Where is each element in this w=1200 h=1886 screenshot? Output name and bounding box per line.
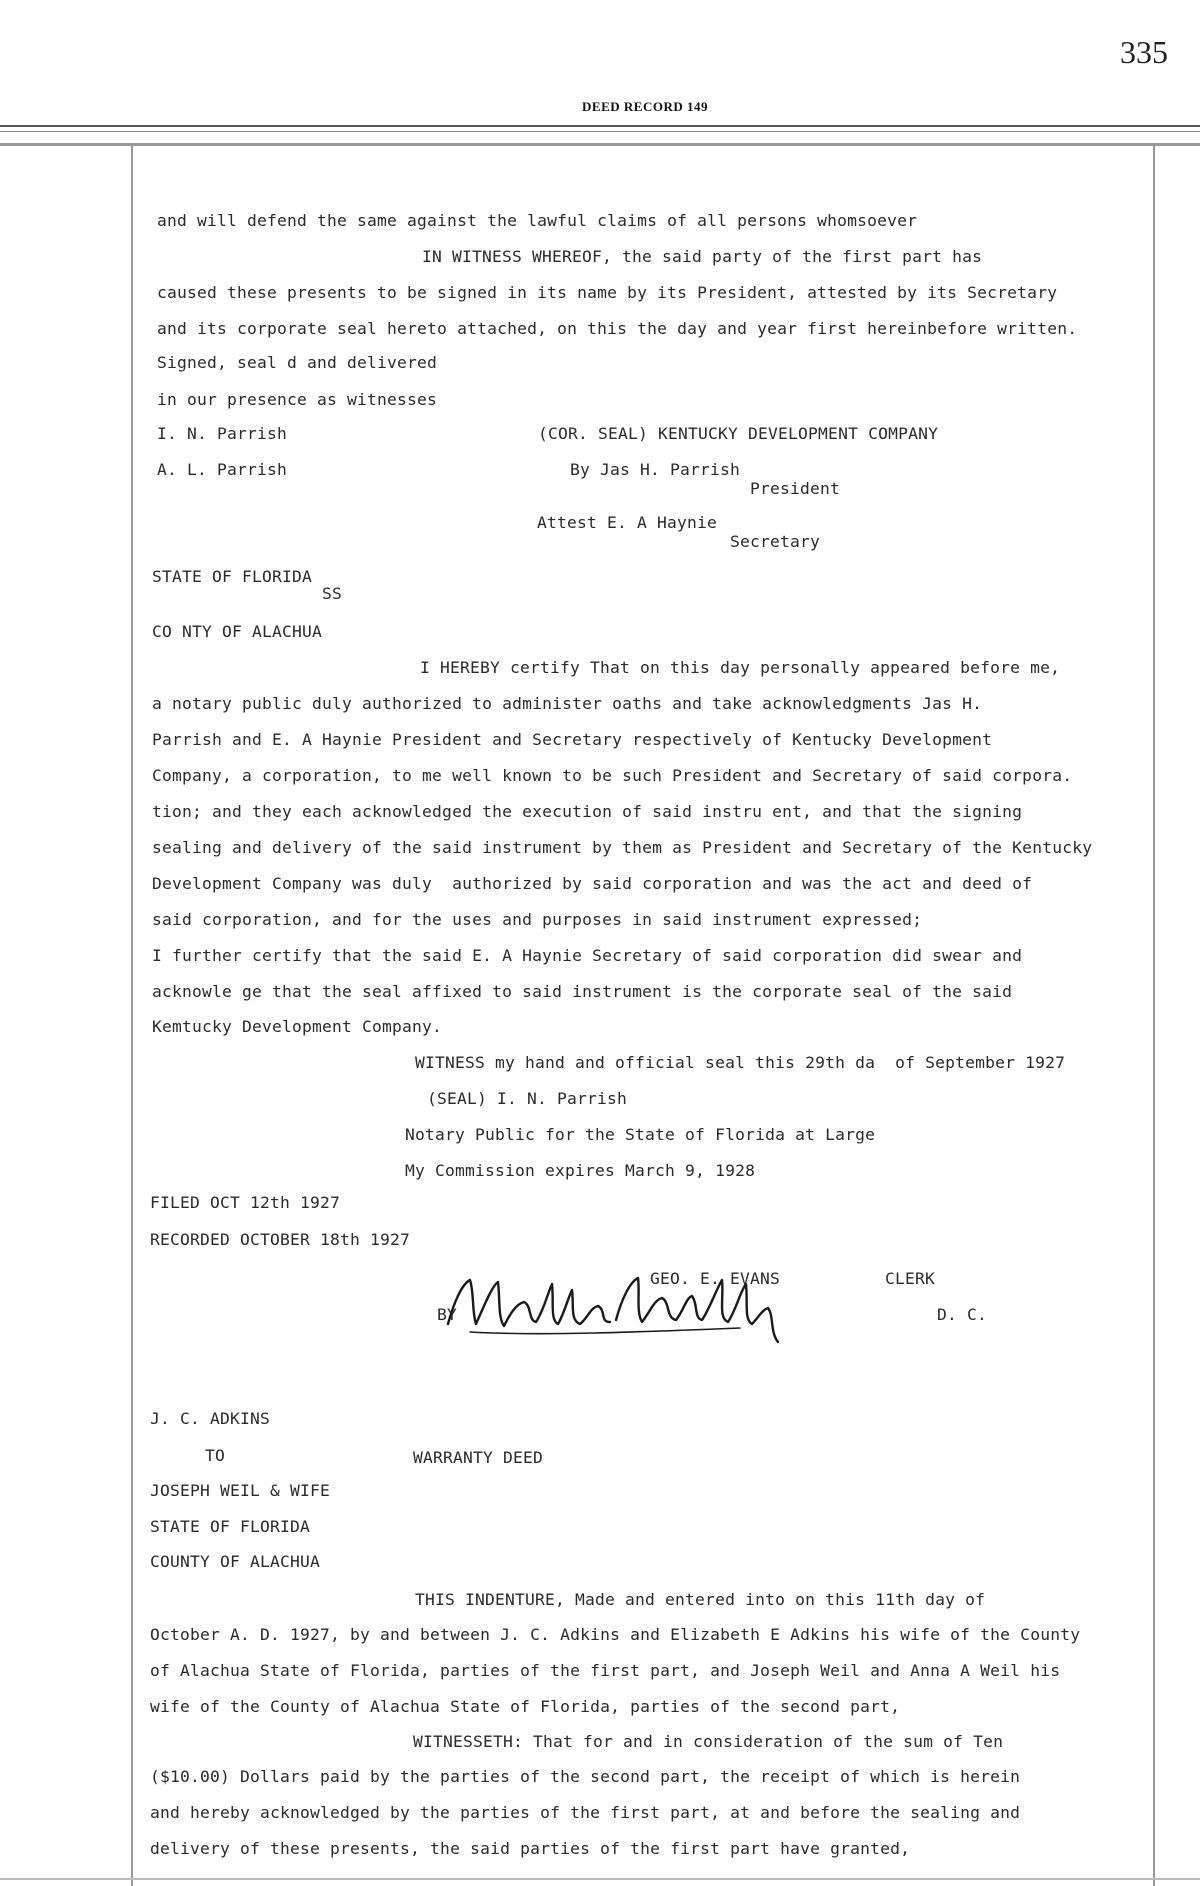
clerk-title: CLERK	[885, 1269, 936, 1288]
venue-ss: SS	[322, 584, 343, 603]
text-line: and hereby acknowledged by the parties of the first part, at and before the sealing and	[150, 1803, 1021, 1822]
text-line: a notary public duly authorized to administer oaths and take acknowledgments Jas H.	[152, 694, 983, 713]
venue-county: COUNTY OF ALACHUA	[150, 1552, 321, 1571]
text-line: I further certify that the said E. A Haynie Secretary of said corporation did swear and	[152, 946, 1023, 965]
text-line: Signed, seal d and delivered	[157, 353, 438, 372]
venue-county: CO NTY OF ALACHUA	[152, 622, 323, 641]
clerk-name: GEO. E. EVANS	[650, 1269, 781, 1288]
witness-name: I. N. Parrish	[157, 424, 288, 443]
text-line: tion; and they each acknowledged the execution of said instru ent, and that the signing	[152, 802, 1023, 821]
bottom-rule	[0, 1878, 1200, 1880]
text-line: THIS INDENTURE, Made and entered into on this 11th day of	[415, 1590, 986, 1609]
text-line: of Alachua State of Florida, parties of the first part, and Joseph Weil and Anna A Weil his	[150, 1661, 1061, 1680]
header-rule	[0, 125, 1200, 127]
text-line: October A. D. 1927, by and between J. C. Adkins and Elizabeth E Adkins his wife of the County	[150, 1625, 1081, 1644]
grantee-name: JOSEPH WEIL & WIFE	[150, 1481, 331, 1500]
text-line: sealing and delivery of the said instrument by them as President and Secretary of the Kentucky	[152, 838, 1093, 857]
text-line: ($10.00) Dollars paid by the parties of the second part, the receipt of which is herein	[150, 1767, 1021, 1786]
text-line: caused these presents to be signed in its name by its President, attested by its Secretary	[157, 283, 1058, 302]
deed-type: WARRANTY DEED	[413, 1448, 544, 1467]
text-line: Development Company was duly authorized by said corporation and was the act and deed of	[152, 874, 1033, 893]
witness-name: A. L. Parrish	[157, 460, 288, 479]
grantor-name: J. C. ADKINS	[150, 1409, 271, 1428]
page-number: 335	[1120, 34, 1168, 70]
text-line: Parrish and E. A Haynie President and Secretary respectively of Kentucky Development	[152, 730, 993, 749]
text-line: I HEREBY certify That on this day personally appeared before me,	[420, 658, 1061, 677]
text-line: delivery of these presents, the said parties of the first part have granted,	[150, 1839, 911, 1858]
signer-line: By Jas H. Parrish	[570, 460, 741, 479]
text-line: IN WITNESS WHEREOF, the said party of the first part has	[422, 247, 983, 266]
deputy-clerk-label: D. C.	[937, 1305, 988, 1324]
ledger-top-rule	[0, 143, 1200, 146]
by-label: BY	[437, 1305, 458, 1324]
attest-title: Secretary	[730, 532, 821, 551]
signer-title: President	[750, 479, 841, 498]
header-rule-thin	[0, 131, 1200, 132]
record-title: DEED RECORD 149	[582, 99, 708, 114]
venue-state: STATE OF FLORIDA	[150, 1517, 311, 1536]
to-label: TO	[205, 1446, 226, 1465]
text-line: said corporation, and for the uses and purposes in said instrument expressed;	[152, 910, 923, 929]
text-line: Company, a corporation, to me well known to be such President and Secretary of said corpora.	[152, 766, 1073, 785]
notary-seal-line: (SEAL) I. N. Parrish	[427, 1089, 628, 1108]
recorded-date: RECORDED OCTOBER 18th 1927	[150, 1230, 411, 1249]
right-margin-line	[1153, 146, 1155, 1886]
left-margin-line	[131, 146, 133, 1886]
deputy-clerk-signature	[440, 1262, 820, 1352]
text-line: acknowle ge that the seal affixed to said instrument is the corporate seal of the said	[152, 982, 1013, 1001]
attest-line: Attest E. A Haynie	[537, 513, 718, 532]
notary-witness-line: WITNESS my hand and official seal this 29th da of September 1927	[415, 1053, 1066, 1072]
text-line: and its corporate seal hereto attached, on this the day and year first hereinbefore written.	[157, 319, 1078, 338]
corporate-seal-line: (COR. SEAL) KENTUCKY DEVELOPMENT COMPANY	[538, 424, 939, 443]
notary-title-line: Notary Public for the State of Florida at Large	[405, 1125, 876, 1144]
text-line: in our presence as witnesses	[157, 390, 438, 409]
text-line: WITNESSETH: That for and in consideration of the sum of Ten	[413, 1732, 1004, 1751]
filed-date: FILED OCT 12th 1927	[150, 1193, 341, 1212]
commission-line: My Commission expires March 9, 1928	[405, 1161, 756, 1180]
text-line: wife of the County of Alachua State of Florida, parties of the second part,	[150, 1697, 901, 1716]
venue-state: STATE OF FLORIDA	[152, 567, 313, 586]
text-line: and will defend the same against the lawful claims of all persons whomsoever	[157, 211, 918, 230]
text-line: Kemtucky Development Company.	[152, 1017, 443, 1036]
